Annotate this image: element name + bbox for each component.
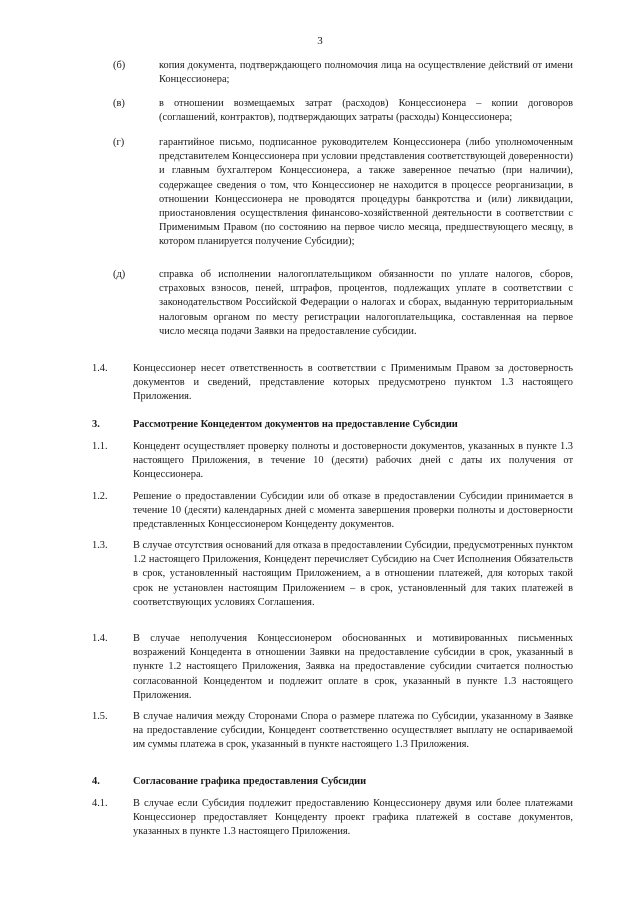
subitem-text: справка об исполнении налогоплательщиком обязанности по уплате налогов, сборов, страховых взносов, пеней, штрафов, процентов, подлежащих уплате в соответствии с законодательством Российской Федерации о налогах и сборах, выданную территориальным налоговым органом по месту регистрации налогоплательщика, составленная на первое число месяца подачи Заявки на предоставление субсидии. xyxy=(159,269,573,337)
subitem-marker: (г) xyxy=(113,137,125,148)
clause-3-2 xyxy=(92,490,573,533)
subitem-text: гарантийное письмо, подписанное руководителем Концессионера (либо уполномоченным представителем Концессионера при условии представления соответствующей доверенности) и главным бухгалтером Концессионера, а также заверенное печатью (при наличии), содержащее сведения о том, что Концессионер не находится в процессе реорганизации, в отношении Концессионера не проводятся процедуры банкротства и (или) ликвидации, приостановления осуществления финансово-хозяйственной деятельности в соответствии с Применимым Правом (по состоянию на первое число месяца, предшествующего месяцу, в котором планируется получение Субсидии); xyxy=(159,137,573,248)
clause-3-5 xyxy=(92,710,573,753)
clause-number: 1.3. xyxy=(92,540,108,551)
clause-text: Концессионер несет ответственность в соответствии с Применимым Правом за достоверность документов и сведений, представление которых предусмотрено пунктом 1.3 настоящего Приложения. xyxy=(133,363,573,403)
subitem-text: в отношении возмещаемых затрат (расходов) Концессионера – копии договоров (соглашений, контрактов), подтверждающих затраты (расходы) Концессионера; xyxy=(159,98,573,124)
clause-4-1 xyxy=(92,797,573,840)
section-3-heading xyxy=(92,418,573,432)
clause-text: В случае отсутствия оснований для отказа в предоставлении Субсидии, предусмотренных пунктом 1.2 настоящего Приложения, Концедент перечисляет Субсидию на Счет Исполнения Обязательств в срок, установленный настоящим Приложением, а в отношении платежей, для которых такой срок не установлен настоящим Приложением – в срок, установленный для таких платежей в соответствующих условиях Соглашения. xyxy=(133,540,573,608)
section-title: Согласование графика предоставления Субсидии xyxy=(133,776,367,787)
subitem-b xyxy=(113,59,573,87)
clause-text: В случае наличия между Сторонами Спора о размере платежа по Субсидии, указанному в Заявке на предоставление субсидии, Концедент соответственно осуществляет выплату не оспариваемой им суммы платежа в срок, указанный в пункте настоящего 1.3 Приложения. xyxy=(133,711,573,751)
subitem-g xyxy=(113,136,573,250)
clause-3-4 xyxy=(92,632,573,703)
subitem-text: копия документа, подтверждающего полномочия лица на осуществление действий от имени Концессионера; xyxy=(159,60,573,86)
section-title: Рассмотрение Концедентом документов на предоставление Субсидии xyxy=(133,419,458,430)
section-number: 3. xyxy=(92,419,100,430)
clause-number: 1.5. xyxy=(92,711,108,722)
section-number: 4. xyxy=(92,776,100,787)
clause-number: 1.4. xyxy=(92,363,108,374)
clause-text: Решение о предоставлении Субсидии или об отказе в предоставлении Субсидии принимается в течение 10 (десяти) календарных дней с момента завершения проверки полноты и достоверности представленных Концессионером Концеденту документов. xyxy=(133,491,573,531)
clause-3-1 xyxy=(92,440,573,483)
page-number: 3 xyxy=(317,35,323,47)
subitem-v xyxy=(113,97,573,125)
clause-text: В случае если Субсидия подлежит предоставлению Концессионеру двумя или более платежами Концессионер предоставляет Концеденту проект графика платежей в составе документов, указанных в пункте 1.3 настоящего Приложения. xyxy=(133,798,573,838)
subitem-marker: (д) xyxy=(113,269,126,280)
subitem-marker: (в) xyxy=(113,98,125,109)
clause-text: В случае неполучения Концессионером обоснованных и мотивированных письменных возражений Концедента в отношении Заявки на предоставление субсидии в срок, указанный в пункте 1.2 настоящего Приложения, Заявка на предоставление субсидии считается полностью согласованной Концедентом и подлежит оплате в срок, указанный в пункте 1.3 настоящего Приложения. xyxy=(133,633,573,701)
clause-number: 1.1. xyxy=(92,441,108,452)
clause-text: Концедент осуществляет проверку полноты и достоверности документов, указанных в пункте 1.3 настоящего Приложения, в течение 10 (десяти) рабочих дней с даты их получения от Концессионера. xyxy=(133,441,573,481)
clause-3-3 xyxy=(92,539,573,610)
subitem-d xyxy=(113,268,573,339)
clause-number: 1.4. xyxy=(92,633,108,644)
clause-number: 4.1. xyxy=(92,798,108,809)
section-4-heading xyxy=(92,775,573,789)
subitem-marker: (б) xyxy=(113,60,126,71)
clause-1-4 xyxy=(92,362,573,405)
clause-number: 1.2. xyxy=(92,491,108,502)
